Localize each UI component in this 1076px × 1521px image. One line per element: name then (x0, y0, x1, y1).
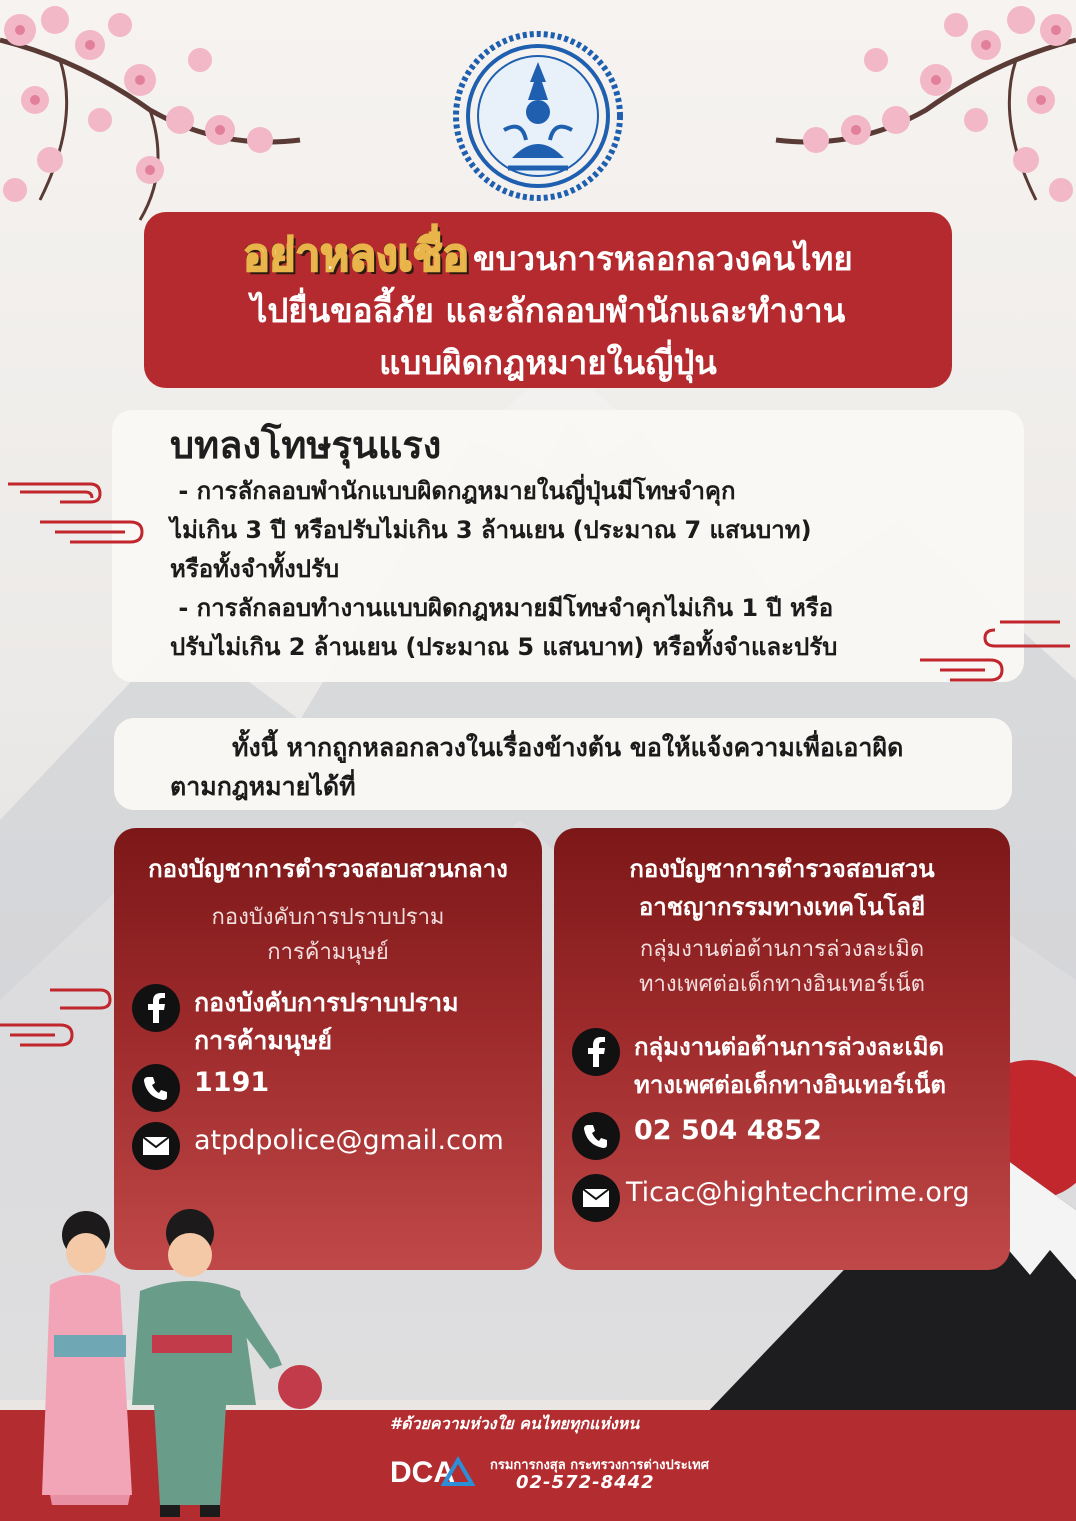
facebook-page-name (634, 1028, 946, 1104)
phone-icon (132, 1064, 180, 1112)
notice-line-2: ตามกฎหมายได้ที่ (170, 772, 356, 801)
card-org-name-line-2: อาชญากรรมทางเทคโนโลยี (638, 893, 926, 921)
email-address: atpdpolice@gmail.com (194, 1125, 504, 1156)
footer-hashtag: #ด้วยความห่วงใย คนไทยทุกแห่งหน (390, 1414, 640, 1433)
headline-line-3: แบบผิดกฎหมายในญี่ปุ่น (379, 343, 717, 382)
wave-ribbon-left-top (0, 462, 150, 552)
email-contact[interactable] (572, 1174, 970, 1222)
government-seal (452, 30, 624, 202)
penalty-item-work: - การลักลอบทำงานแบบผิดกฎหมายมีโทษจำคุกไม่เกิน 1 ปี หรือ ปรับไม่เกิน 2 ล้านเยน (ประมาณ 5 แสนบาท) หรือทั้งจำและปรับ (170, 594, 838, 661)
notice-line-1: ทั้งนี้ หากถูกหลอกลวงในเรื่องข้างต้น ขอให้แจ้งความเพื่อเอาผิด (232, 733, 904, 762)
phone-contact[interactable] (132, 1064, 269, 1112)
email-address: Ticac@hightechcrime.org (626, 1177, 970, 1208)
facebook-name-line-1: กองบังคับการปราบปราม (194, 988, 459, 1017)
email-contact[interactable] (132, 1122, 504, 1170)
headline-highlight: อย่าหลงเชื่อ (243, 230, 469, 281)
facebook-icon (132, 984, 180, 1032)
facebook-page-name (194, 984, 459, 1060)
cherry-blossom-right (766, 0, 1076, 230)
penalties-body (170, 472, 940, 667)
phone-number: 1191 (194, 1067, 270, 1098)
contact-card-cib (114, 828, 542, 1270)
facebook-name-line-2: การค้ามนุษย์ (194, 1026, 333, 1055)
cherry-blossom-left (0, 0, 310, 230)
footer-phone[interactable]: 02-572-8442 (516, 1472, 655, 1493)
headline-line-1-rest: ขบวนการหลอกลวงคนไทย (472, 239, 853, 278)
wave-ribbon-right (920, 612, 1070, 702)
facebook-icon (572, 1028, 620, 1076)
headline-line-2: ไปยื่นขอลี้ภัย และลักลอบพำนักและทำงาน (250, 291, 846, 330)
penalty-item-stay: - การลักลอบพำนักแบบผิดกฎหมายในญี่ปุ่นมีโทษจำคุก ไม่เกิน 3 ปี หรือปรับไม่เกิน 3 ล้านเยน (ประมาณ 7 แสนบาท) หรือทั้งจำทั้งปรับ (170, 477, 812, 583)
penalties-title: บทลงโทษรุนแรง (170, 423, 442, 467)
card-org-name-line-1: กองบัญชาการตำรวจสอบสวน (629, 855, 935, 883)
facebook-contact[interactable] (132, 984, 459, 1060)
kimono-couple-illustration (20, 1205, 340, 1521)
card-unit-line-2: ทางเพศต่อเด็กทางอินเทอร์เน็ต (639, 972, 925, 997)
card-unit-line-2: การค้ามนุษย์ (267, 940, 389, 965)
headline-banner (144, 212, 952, 388)
facebook-name-line-1: กลุ่มงานต่อต้านการล่วงละเมิด (634, 1033, 945, 1061)
phone-number: 02 504 4852 (634, 1115, 822, 1146)
facebook-contact[interactable] (572, 1028, 946, 1104)
phone-contact[interactable] (572, 1112, 822, 1160)
penalties-box (112, 410, 1024, 682)
card-unit-line-1: กลุ่มงานต่อต้านการล่วงละเมิด (639, 937, 925, 962)
footer-department: กรมการกงสุล กระทรวงการต่างประเทศ (490, 1458, 709, 1473)
contact-card-tcsd (554, 828, 1010, 1270)
mail-icon (572, 1174, 620, 1222)
card-unit-line-1: กองบังคับการปราบปราม (211, 905, 445, 930)
dca-logo-text: DCA (390, 1456, 455, 1489)
headline-line-1 (144, 230, 952, 285)
phone-icon (572, 1112, 620, 1160)
dca-logo (390, 1448, 480, 1498)
mail-icon (132, 1122, 180, 1170)
facebook-name-line-2: ทางเพศต่อเด็กทางอินเทอร์เน็ต (634, 1071, 946, 1099)
notice-box (114, 718, 1012, 810)
card-org-name: กองบัญชาการตำรวจสอบสวนกลาง (148, 855, 508, 883)
